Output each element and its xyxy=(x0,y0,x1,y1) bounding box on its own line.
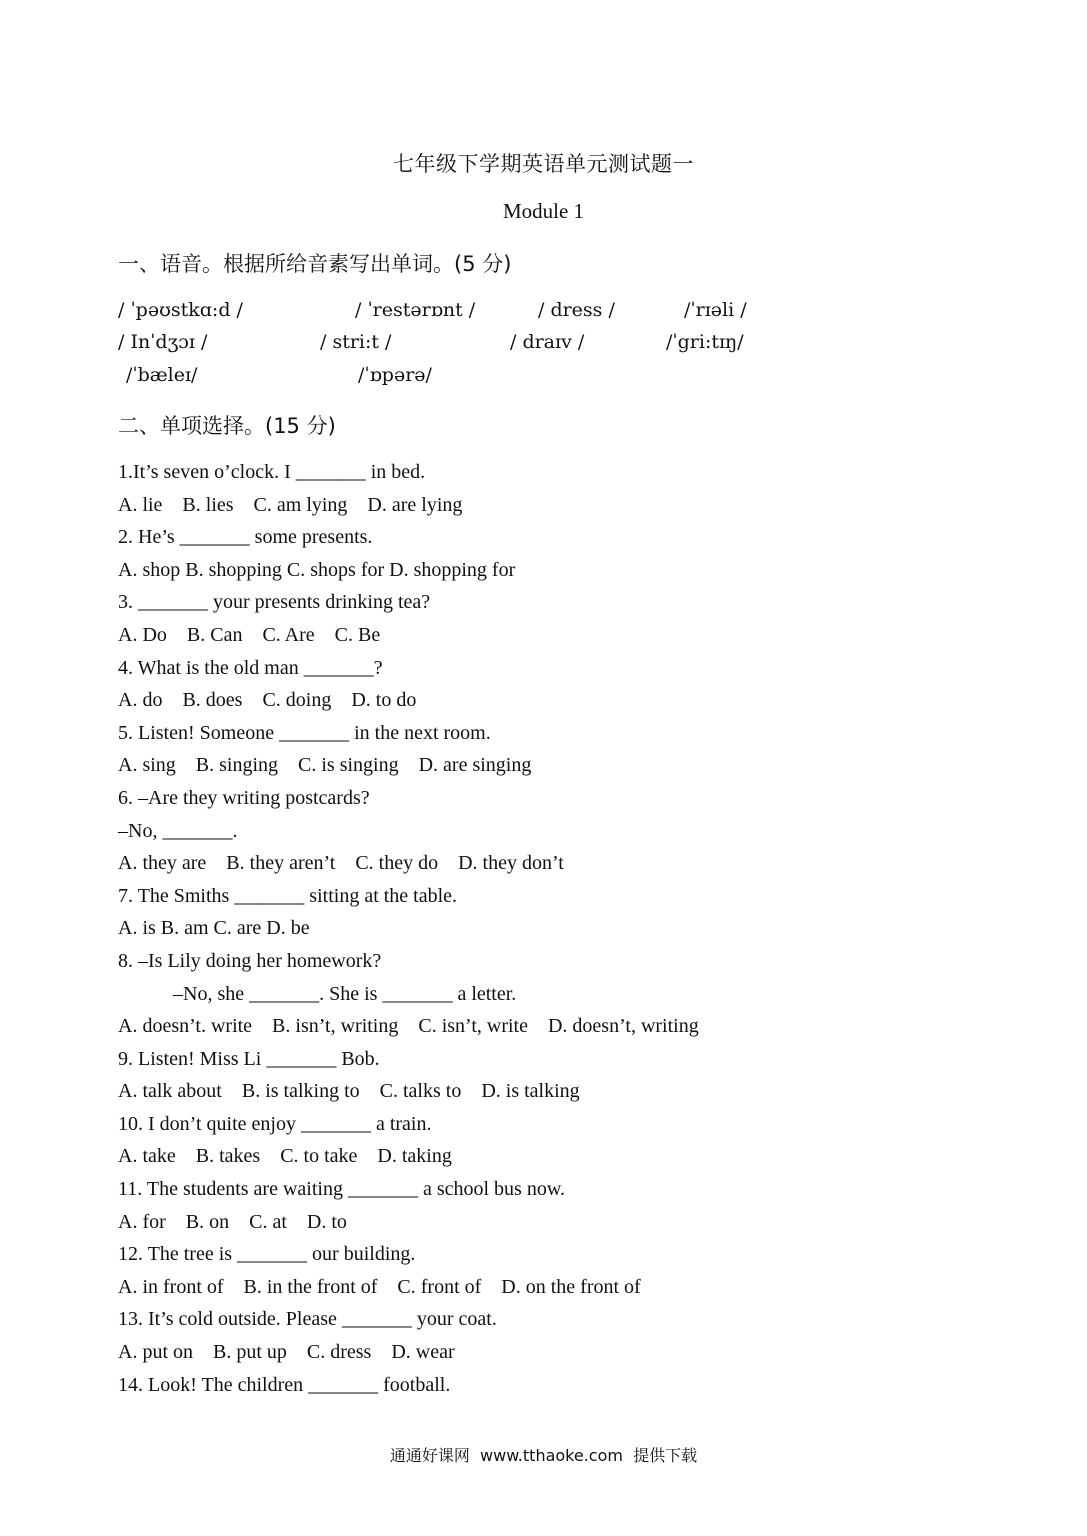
page-title: 七年级下学期英语单元测试题一 xyxy=(393,152,694,176)
options-line: A. for B. on C. at D. to xyxy=(118,1210,347,1233)
question-line: 13. It’s cold outside. Please _______ your coat. xyxy=(118,1308,497,1331)
options-line: A. in front of B. in the front of C. front of D. on the front of xyxy=(118,1275,641,1298)
module-subtitle: Module 1 xyxy=(502,199,585,223)
question-line: 5. Listen! Someone _______ in the next room. xyxy=(118,721,491,744)
phonetic-item: / dress / xyxy=(538,299,615,321)
options-line: A. shop B. shopping C. shops for D. shopping for xyxy=(118,558,516,581)
options-line: A. they are B. they aren’t C. they do D. they don’t xyxy=(118,852,564,875)
phonetic-item: /ˈbæleɪ/ xyxy=(126,364,198,386)
options-line: A. is B. am C. are D. be xyxy=(118,917,310,940)
phonetic-item: / draɪv / xyxy=(510,331,585,353)
question-line: 1.It’s seven o’clock. I _______ in bed. xyxy=(118,461,426,483)
options-line: A. take B. takes C. to take D. taking xyxy=(118,1145,452,1168)
question-line: 2. He’s _______ some presents. xyxy=(118,526,373,549)
phonetic-item: /ˈɒpərə/ xyxy=(358,364,432,386)
question-line: 8. –Is Lily doing her homework? xyxy=(118,949,382,972)
options-line: A. Do B. Can C. Are C. Be xyxy=(118,623,381,646)
phonetic-item: / Inˈdʒɔɪ / xyxy=(118,331,208,353)
section2-heading: 二、单项选择。(15 分) xyxy=(118,414,336,438)
footer-credit: 通通好课网 www.tthaoke.com 提供下载 xyxy=(389,1446,698,1465)
phonetic-item: / ˈpəʊstkɑ:d / xyxy=(118,299,243,321)
question-line: 7. The Smiths _______ sitting at the table. xyxy=(118,884,458,907)
options-line: A. do B. does C. doing D. to do xyxy=(118,689,417,712)
question-line: –No, she _______. She is _______ a letter. xyxy=(173,982,517,1005)
question-list xyxy=(118,456,918,1401)
question-line: 3. _______ your presents drinking tea? xyxy=(118,591,431,614)
question-line: 9. Listen! Miss Li _______ Bob. xyxy=(118,1047,380,1070)
question-line: 14. Look! The children _______ football. xyxy=(118,1373,451,1396)
options-line: A. talk about B. is talking to C. talks to D. is talking xyxy=(118,1080,580,1103)
options-line: A. lie B. lies C. am lying D. are lying xyxy=(118,493,463,516)
options-line: A. doesn’t. write B. isn’t, writing C. isn’t, write D. doesn’t, writing xyxy=(118,1015,699,1038)
options-line: A. sing B. singing C. is singing D. are singing xyxy=(118,754,532,777)
options-line: A. put on B. put up C. dress D. wear xyxy=(118,1341,455,1364)
question-line: 10. I don’t quite enjoy _______ a train. xyxy=(118,1112,432,1135)
question-line: 6. –Are they writing postcards? xyxy=(118,786,370,809)
phonetic-item: / stri:t / xyxy=(320,331,392,353)
question-line: –No, _______. xyxy=(118,819,238,842)
question-line: 11. The students are waiting _______ a school bus now. xyxy=(118,1178,565,1201)
phonetic-item: /ˈgri:tɪŋ/ xyxy=(666,331,744,353)
question-line: 12. The tree is _______ our building. xyxy=(118,1243,416,1266)
section1-heading: 一、语音。根据所给音素写出单词。(5 分) xyxy=(118,252,512,276)
phonetic-item: / ˈrestərɒnt / xyxy=(355,299,476,321)
question-line: 4. What is the old man _______? xyxy=(118,656,383,679)
phonetic-item: /ˈrɪəli / xyxy=(684,299,747,321)
